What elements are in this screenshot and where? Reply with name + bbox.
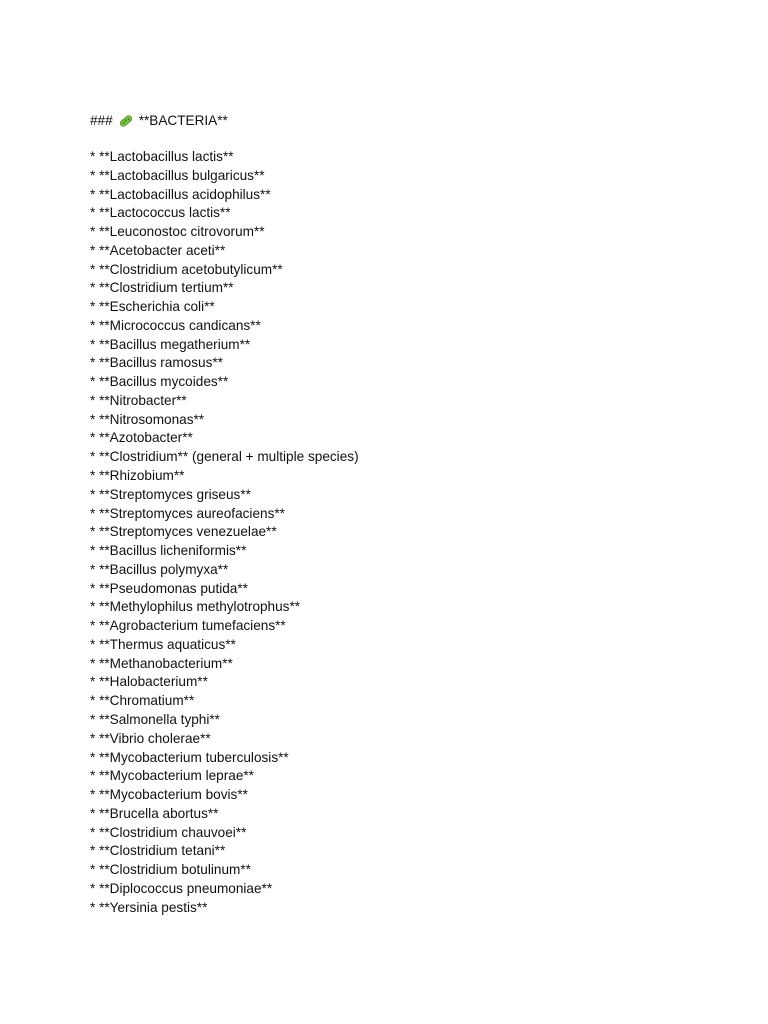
list-item: * **Bacillus megatherium** (90, 336, 251, 352)
list-item: * **Leuconostoc citrovorum** (90, 224, 265, 240)
list-item: * **Azotobacter** (90, 430, 193, 446)
list-item: * **Bacillus ramosus** (90, 355, 223, 371)
list-item: * **Clostridium chauvoei** (90, 824, 247, 840)
list-item: * **Acetobacter aceti** (90, 242, 226, 258)
list-item: * **Chromatium** (90, 693, 195, 709)
list-item: * **Clostridium** (general + multiple species) (90, 449, 359, 465)
heading-text: **BACTERIA** (138, 113, 228, 128)
list-item: * **Clostridium tertium** (90, 280, 234, 296)
list-item: * **Clostridium acetobutylicum** (90, 261, 283, 277)
heading-prefix: ### (90, 113, 113, 128)
list-item: * **Halobacterium** (90, 674, 208, 690)
list-item: * **Mycobacterium tuberculosis** (90, 749, 289, 765)
list-item: * **Brucella abortus** (90, 805, 219, 821)
list-item: * **Lactobacillus bulgaricus** (90, 167, 265, 183)
list-item: * **Streptomyces griseus** (90, 486, 251, 502)
list-item: * **Rhizobium** (90, 468, 185, 484)
list-item: * **Lactobacillus lactis** (90, 149, 234, 164)
list-item: * **Streptomyces venezuelae** (90, 524, 277, 540)
list-item: * **Agrobacterium tumefaciens** (90, 618, 286, 634)
list-item: * **Bacillus mycoides** (90, 374, 229, 390)
list-item: * **Bacillus polymyxa** (90, 561, 229, 577)
list-item: * **Clostridium botulinum** (90, 862, 251, 878)
section-heading (90, 111, 730, 130)
document-body (90, 111, 730, 917)
list-item: * **Thermus aquaticus** (90, 636, 236, 652)
list-item: * **Bacillus licheniformis** (90, 543, 247, 559)
list-item: * **Diplococcus pneumoniae** (90, 880, 273, 896)
list-item: * **Micrococcus candicans** (90, 317, 261, 333)
list-item: * **Pseudomonas putida** (90, 580, 248, 596)
microbe-icon (118, 113, 134, 129)
list-item: * **Streptomyces aureofaciens** (90, 505, 285, 521)
list-item: * **Nitrosomonas** (90, 411, 205, 427)
list-item: * **Methanobacterium** (90, 655, 233, 671)
bacteria-list (90, 148, 730, 917)
list-item: * **Lactobacillus acidophilus** (90, 186, 271, 202)
list-item: * **Escherichia coli** (90, 299, 215, 315)
list-item: * **Nitrobacter** (90, 392, 187, 408)
list-item: * **Mycobacterium bovis** (90, 787, 248, 803)
list-item: * **Mycobacterium leprae** (90, 768, 254, 784)
list-item: * **Clostridium tetani** (90, 843, 226, 859)
list-item: * **Yersinia pestis** (90, 899, 208, 915)
list-item: * **Vibrio cholerae** (90, 730, 211, 746)
list-item: * **Methylophilus methylotrophus** (90, 599, 301, 615)
list-item: * **Salmonella typhi** (90, 711, 220, 727)
list-item: * **Lactococcus lactis** (90, 205, 231, 221)
